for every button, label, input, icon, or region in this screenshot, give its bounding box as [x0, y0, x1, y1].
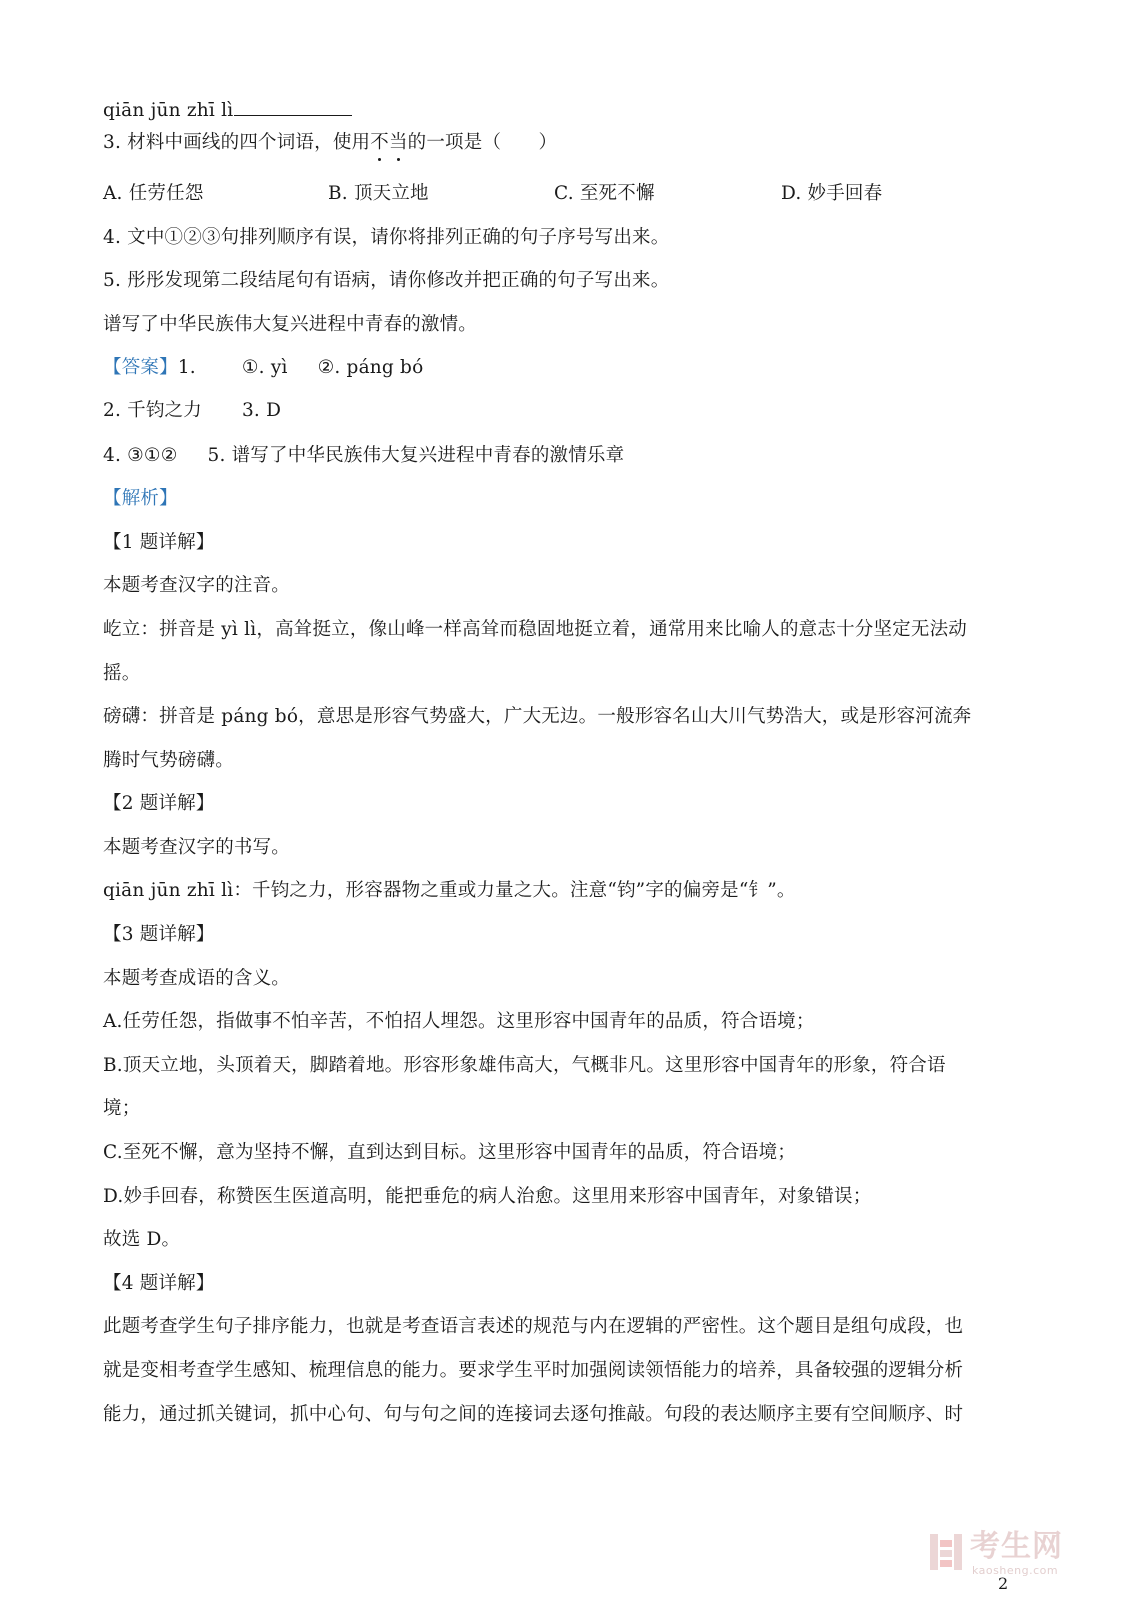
answer-1a: ①. yì: [241, 357, 288, 378]
emphasis-char: 不: [370, 132, 389, 153]
option-b: B. 顶天立地: [328, 183, 429, 204]
watermark-url: kaosheng.com: [972, 1564, 1059, 1577]
detail-4-para-2: 就是变相考查学生感知、梳理信息的能力。要求学生平时加强阅读领悟能力的培养，具备较强的逻辑分析: [103, 1360, 964, 1381]
detail-3-para-1: 本题考查成语的含义。: [103, 968, 291, 989]
detail-1-para-2b: 摇。: [103, 663, 141, 684]
detail-3-option-c: C.至死不懈，意为坚持不懈，直到达到目标。这里形容中国青年的品质，符合语境；: [103, 1142, 796, 1163]
detail-2-title: 【2 题详解】: [103, 793, 215, 814]
question-3-text: 3. 材料中画线的四个词语，使用: [103, 132, 371, 153]
question-3: [103, 131, 557, 155]
detail-3-title: 【3 题详解】: [103, 924, 215, 945]
analysis-label: 【解析】: [103, 488, 178, 509]
detail-4-para-3: 能力，通过抓关键词，抓中心句、句与句之间的连接词去逐句推敲。句段的表达顺序主要有空间顺序、时: [103, 1404, 964, 1425]
detail-3-option-d: D.妙手回春，称赞医生医道高明，能把垂危的病人治愈。这里用来形容中国青年，对象错误；: [103, 1186, 872, 1207]
answer-4: 4. ③①②: [103, 445, 178, 466]
option-c: C. 至死不懈: [554, 183, 655, 204]
detail-4-title: 【4 题详解】: [103, 1273, 215, 1294]
detail-1-title: 【1 题详解】: [103, 532, 215, 553]
detail-2-para-2: qiān jūn zhī lì：千钧之力，形容器物之重或力量之大。注意“钧”字的偏旁是“钅”。: [103, 880, 796, 901]
detail-3-option-a: A.任劳任怨，指做事不怕辛苦，不怕招人埋怨。这里形容中国青年的品质，符合语境；: [103, 1011, 815, 1032]
pinyin-blank-line: [103, 97, 352, 123]
option-d: D. 妙手回春: [781, 183, 883, 204]
detail-3-option-b1: B.顶天立地，头顶着天，脚踏着地。形容形象雄伟高大，气概非凡。这里形容中国青年的形象，符合语: [103, 1055, 946, 1076]
emphasis-char: 当: [388, 132, 408, 153]
pinyin-text: qiān jūn zhī lì: [103, 100, 234, 121]
detail-3-conclusion: 故选 D。: [103, 1229, 181, 1250]
detail-2-para-1: 本题考查汉字的书写。: [103, 837, 291, 858]
answer-1b: ②. páng bó: [317, 357, 424, 378]
detail-1-para-1: 本题考查汉字的注音。: [103, 575, 291, 596]
detail-1-para-2a: 屹立：拼音是 yì lì，高耸挺立，像山峰一样高耸而稳固地挺立着，通常用来比喻人的意志十分坚定无法动: [103, 619, 967, 640]
detail-1-para-3a: 磅礴：拼音是 páng bó，意思是形容气势盛大，广大无边。一般形容名山大川气势浩大，或是形容河流奔: [103, 706, 972, 727]
detail-3-option-b2: 境；: [103, 1098, 141, 1119]
question-4: 4. 文中①②③句排列顺序有误，请你将排列正确的句子序号写出来。: [103, 227, 670, 248]
answer-3: 3. D: [241, 400, 282, 421]
answer-1: 1.: [177, 357, 196, 378]
answer-blank: [234, 97, 352, 116]
answer-line-1: [103, 356, 423, 380]
answer-2: 2. 千钧之力: [103, 400, 202, 421]
detail-1-para-3b: 腾时气势磅礴。: [103, 750, 234, 771]
answer-line-2: [103, 399, 281, 423]
question-3-text-end: 的一项是（ ）: [407, 132, 558, 153]
watermark-text: 考生网: [970, 1529, 1063, 1564]
question-3-options: [103, 182, 1003, 206]
watermark-logo-icon: [928, 1532, 964, 1572]
question-5-sentence: 谱写了中华民族伟大复兴进程中青春的激情。: [103, 314, 478, 335]
question-5: 5. 彤彤发现第二段结尾句有语病，请你修改并把正确的句子写出来。: [103, 270, 670, 291]
answer-label: 【答案】: [103, 357, 178, 378]
option-a: A. 任劳任怨: [103, 183, 204, 204]
answer-5: 5. 谱写了中华民族伟大复兴进程中青春的激情乐章: [207, 445, 625, 466]
answer-line-3: [103, 444, 624, 468]
watermark-logo: [928, 1528, 1088, 1580]
detail-4-para-1: 此题考查学生句子排序能力，也就是考查语言表述的规范与内在逻辑的严密性。这个题目是组句成段，也: [103, 1316, 964, 1337]
page-number: 2: [998, 1574, 1009, 1593]
